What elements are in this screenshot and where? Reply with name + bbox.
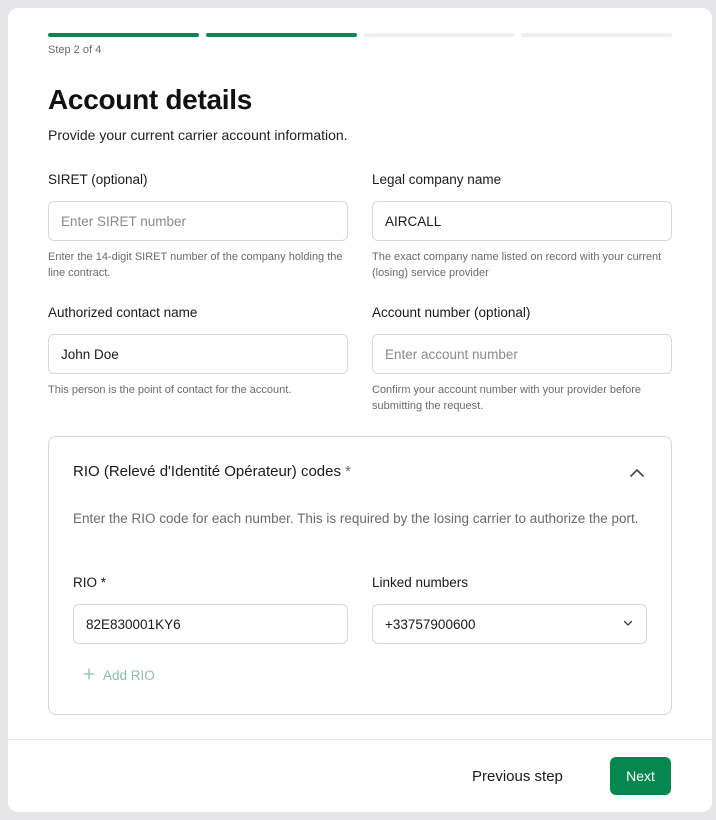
next-button[interactable]: Next (610, 757, 671, 795)
siret-help: Enter the 14-digit SIRET number of the company holding the line contract. (48, 251, 343, 279)
contact-help: This person is the point of contact for the account. (48, 384, 292, 396)
progress-segment (521, 33, 672, 37)
account-field-group (372, 303, 672, 414)
account-number-input[interactable] (372, 334, 672, 374)
company-name-input[interactable] (372, 201, 672, 241)
linked-numbers-select[interactable] (372, 604, 647, 644)
rio-section (48, 436, 672, 715)
page-subtitle: Provide your current carrier account information. (48, 127, 348, 143)
required-mark: * (345, 463, 352, 480)
progress-bar (48, 33, 672, 37)
rio-label: RIO * (73, 575, 107, 590)
progress-segment (364, 33, 515, 37)
rio-title-text: RIO (Relevé d'Identité Opérateur) codes (73, 463, 341, 480)
contact-name-input[interactable] (48, 334, 348, 374)
account-help: Confirm your account number with your provider before submitting the request. (372, 384, 642, 412)
linked-numbers-value: +33757900600 (385, 616, 476, 632)
previous-step-button[interactable]: Previous step (466, 758, 569, 794)
contact-label: Authorized contact name (48, 305, 198, 320)
plus-icon (83, 668, 95, 683)
rio-input[interactable] (73, 604, 348, 644)
page-title: Account details (48, 84, 252, 115)
account-label: Account number (optional) (372, 305, 531, 320)
rio-field-group (73, 573, 348, 644)
siret-label: SIRET (optional) (48, 172, 148, 187)
linked-numbers-label: Linked numbers (372, 575, 469, 590)
contact-field-group (48, 303, 348, 398)
rio-section-title (73, 463, 351, 480)
rio-description: Enter the RIO code for each number. This is required by the losing carrier to authorize the port. (73, 511, 639, 526)
progress-segment (48, 33, 199, 37)
footer-divider (8, 739, 712, 740)
form-card (8, 8, 712, 812)
add-rio-label: Add RIO (103, 668, 155, 683)
company-field-group (372, 170, 672, 281)
step-label: Step 2 of 4 (48, 44, 102, 56)
siret-input[interactable] (48, 201, 348, 241)
progress-segment (206, 33, 357, 37)
linked-numbers-field-group (372, 573, 647, 644)
company-label: Legal company name (372, 172, 502, 187)
chevron-down-icon (622, 617, 634, 632)
company-help: The exact company name listed on record with your current (losing) service provider (372, 251, 662, 279)
siret-field-group (48, 170, 348, 281)
add-rio-button[interactable] (83, 668, 155, 683)
chevron-up-icon[interactable] (629, 465, 645, 481)
